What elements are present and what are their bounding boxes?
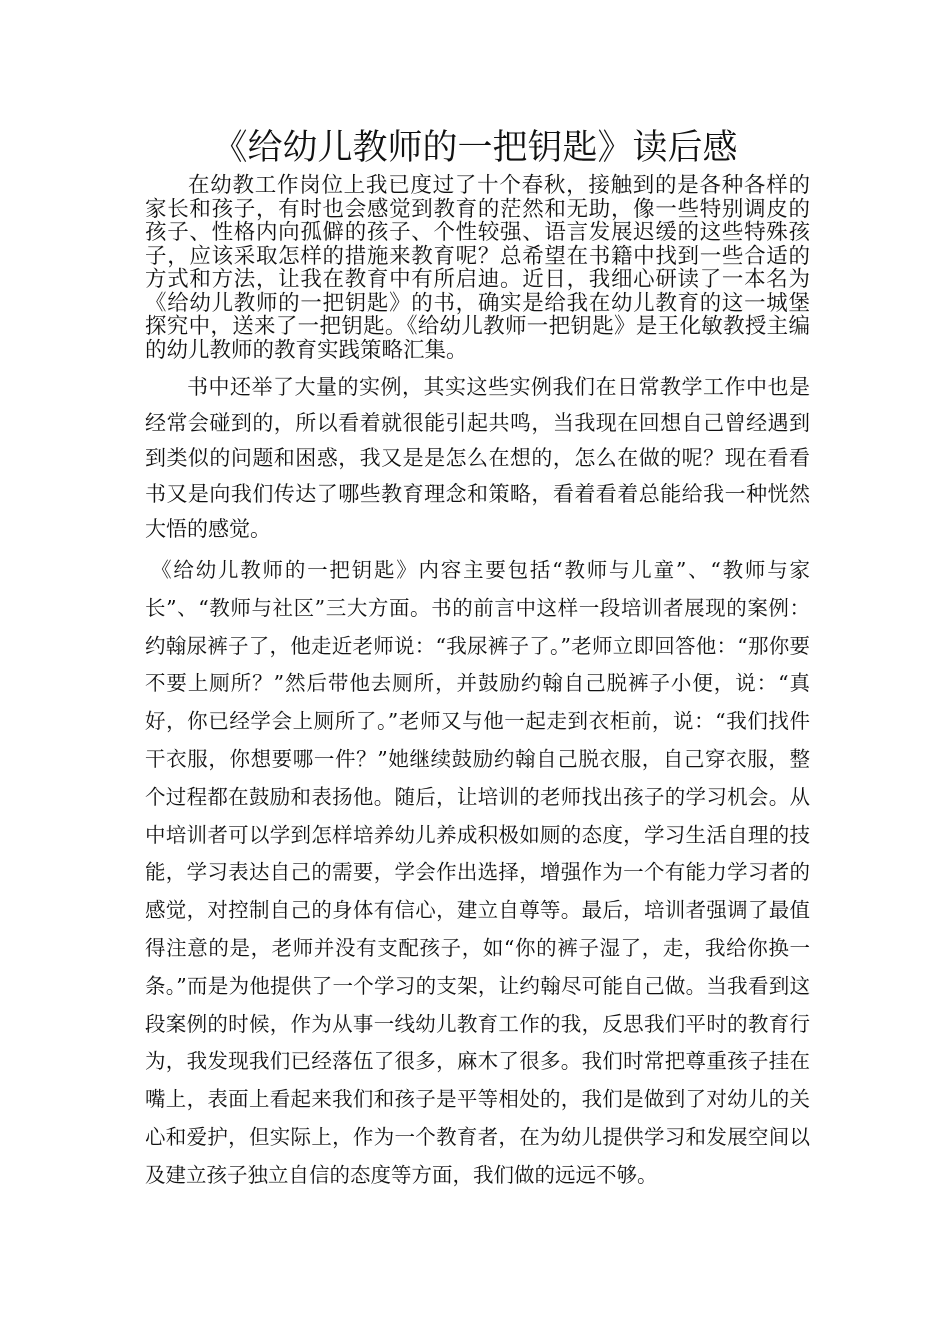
paragraph-intro: 在幼教工作岗位上我已度过了十个春秋，接触到的是各种各样的家长和孩子，有时也会感觉到教育的茫然和无助，像一些特别调皮的孩子、性格内向孤僻的孩子、个性较强、语言发展迟缓的这些特殊孩子，应该采取怎样的措施来教育呢？总希望在书籍中找到一些合适的方式和方法，让我在教育中有所启迪。近日，我细心研读了一本名为《给幼儿教师的一把钥匙》的书，确实是给我在幼儿教育的这一城堡探究中，送来了一把钥匙。《给幼儿教师一把钥匙》是王化敏教授主编的幼儿教师的教育实践策略汇集。 [145,173,810,363]
document-title: 《给幼儿教师的一把钥匙》读后感 [212,128,738,168]
paragraph-examples: 书中还举了大量的实例，其实这些实例我们在日常教学工作中也是经常会碰到的，所以看着就很能引起共鸣，当我现在回想自己曾经遇到到类似的问题和困惑，我又是是怎么在想的，怎么在做的呢？现在看看书又是向我们传达了哪些教育理念和策略，看着看着总能给我一种恍然大悟的感觉。 [145,375,810,541]
paragraph-case-study: 《给幼儿教师的一把钥匙》内容主要包括“教师与儿童”、“教师与家长”、“教师与社区”三大方面。书的前言中这样一段培训者展现的案例：约翰尿裤子了，他走近老师说：“我尿裤子了。”老师立即回答他：“那你要不要上厕所？”然后带他去厕所，并鼓励约翰自己脱裤子小便，说：“真好，你已经学会上厕所了。”老师又与他一起走到衣柜前，说：“我们找件干衣服，你想要哪一件？”她继续鼓励约翰自己脱衣服，自己穿衣服，整个过程都在鼓励和表扬他。随后，让培训的老师找出孩子的学习机会。从中培训者可以学到怎样培养幼儿养成积极如厕的态度，学习生活自理的技能，学习表达自己的需要，学会作出选择，增强作为一个有能力学习者的感觉，对控制自己的身体有信心，建立自尊等。最后，培训者强调了最值得注意的是，老师并没有支配孩子，如“你的裤子湿了，走，我给你换一条。”而是为他提供了一个学习的支架，让约翰尽可能自己做。当我看到这段案例的时候，作为从事一线幼儿教育工作的我，反思我们平时的教育行为，我发现我们已经落伍了很多，麻木了很多。我们时常把尊重孩子挂在嘴上，表面上看起来我们和孩子是平等相处的，我们是做到了对幼儿的关心和爱护，但实际上，作为一个教育者，在为幼儿提供学习和发展空间以及建立孩子独立自信的态度等方面，我们做的远远不够。 [145,558,810,1187]
